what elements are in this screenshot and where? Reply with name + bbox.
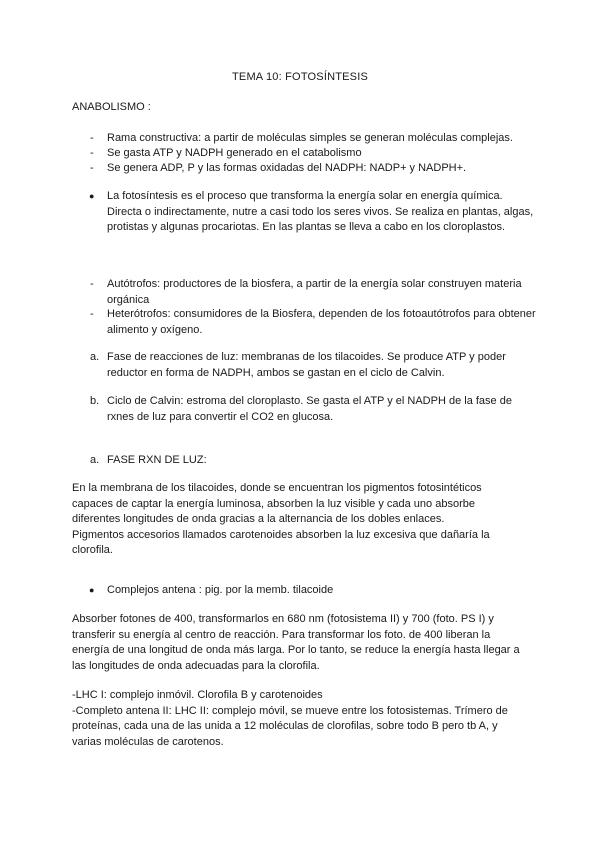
list-item-text: Se genera ADP, P y las formas oxidadas del NADPH: NADP+ y NADPH+. xyxy=(107,162,467,174)
list-item xyxy=(72,161,542,177)
page-title: TEMA 10: FOTOSÍNTESIS xyxy=(231,71,369,83)
lettered-item-calvin xyxy=(72,394,542,426)
fase-luz-text: Fase de reacciones de luz: membranas de los tilacoides. Se produce ATP y poder reductor en forma de NADPH, ambos se gastan en el ciclo de Calvin. xyxy=(107,351,506,379)
list-item-text: Se gasta ATP y NADPH generado en el catabolismo xyxy=(107,147,362,159)
list-item-text: Heterótrofos: consumidores de la Biosfera, dependen de los fotoautótrofos para obtener alimento y oxígeno. xyxy=(107,308,536,336)
paragraph-line: proteínas, cada una de las unida a 12 moléculas de clorofilas, sobre todo B pero tb A, y xyxy=(72,720,498,732)
list-item-text: Autótrofos: productores de la biosfera, a partir de la energía solar construyen materia orgánica xyxy=(107,278,522,306)
letter-marker: a. xyxy=(90,454,100,466)
paragraph-line: Absorber fotones de 400, transformarlos en 680 nm (fotosistema II) y 700 (foto. PS I) y xyxy=(72,613,494,625)
list-item xyxy=(72,307,542,339)
paragraph-line: Pigmentos accesorios llamados carotenoides absorben la luz excesiva que dañaría la xyxy=(72,528,490,541)
section-heading-anabolismo: ANABOLISMO : xyxy=(72,101,151,113)
list-item xyxy=(72,277,542,309)
lettered-item-fase-rxn xyxy=(72,453,542,469)
paragraph-line: clorofila. xyxy=(72,544,113,556)
paragraph-line: -LHC I: complejo inmóvil. Clorofila B y carotenoides xyxy=(72,689,323,701)
paragraph-membrana xyxy=(72,481,532,559)
section-heading-fase-rxn-luz: FASE RXN DE LUZ: xyxy=(107,454,207,466)
dash-marker: - xyxy=(90,132,94,144)
bullet-icon: ● xyxy=(89,585,95,595)
paragraph-line: diferentes longitudes de onda gracias a la alternancia de los dobles enlaces. xyxy=(72,513,445,525)
calvin-text: Ciclo de Calvin: estroma del cloroplasto. Se gasta el ATP y el NADPH de la fase de rxnes de luz para convertir el CO2 en glucosa. xyxy=(107,395,512,423)
dash-marker: - xyxy=(90,162,94,174)
paragraph-lhc xyxy=(72,688,532,750)
bullet-item xyxy=(72,583,542,599)
bullet-text-fotosintesis: La fotosíntesis es el proceso que transforma la energía solar en energía química. Directa o indirectamente, nutre a casi todo los seres vivos. Se realiza en plantas, algas, protistas y algunas procariotas. En las plantas se lleva a cabo en los cloroplastos. xyxy=(107,190,534,233)
paragraph-line: -Completo antena II: LHC II: complejo móvil, se mueve entre los fotosistemas. Trímero de xyxy=(72,704,508,717)
paragraph-absorber xyxy=(72,612,532,674)
paragraph-line: En la membrana de los tilacoides, donde se encuentran los pigmentos fotosintéticos xyxy=(72,482,482,494)
bullet-text-complejos-antena: Complejos antena : pig. por la memb. tilacoide xyxy=(107,584,334,596)
bullet-icon: ● xyxy=(89,191,95,201)
paragraph-line: energía de una longitud de onda más larga. Por lo tanto, se reduce la energía hasta llegar a xyxy=(72,644,520,656)
lettered-item-fase-luz xyxy=(72,350,542,382)
list-item xyxy=(72,146,542,162)
list-item xyxy=(72,131,542,147)
dash-marker: - xyxy=(90,278,94,290)
paragraph-line: transferir su energía al centro de reacción. Para transformar los foto. de 400 liberan la xyxy=(72,628,491,641)
paragraph-line: capaces de captar la energía luminosa, absorben la luz visible y cada uno absorbe xyxy=(72,497,475,510)
dash-marker: - xyxy=(90,308,94,320)
letter-marker: a. xyxy=(90,351,100,363)
paragraph-line: varias moléculas de carotenos. xyxy=(72,735,224,748)
paragraph-line: las longitudes de onda adecuadas para la clorofila. xyxy=(72,659,320,672)
bullet-item xyxy=(72,189,542,253)
letter-marker: b. xyxy=(90,395,100,407)
list-item-text: Rama constructiva: a partir de moléculas simples se generan moléculas complejas. xyxy=(107,132,513,144)
dash-marker: - xyxy=(90,147,94,159)
